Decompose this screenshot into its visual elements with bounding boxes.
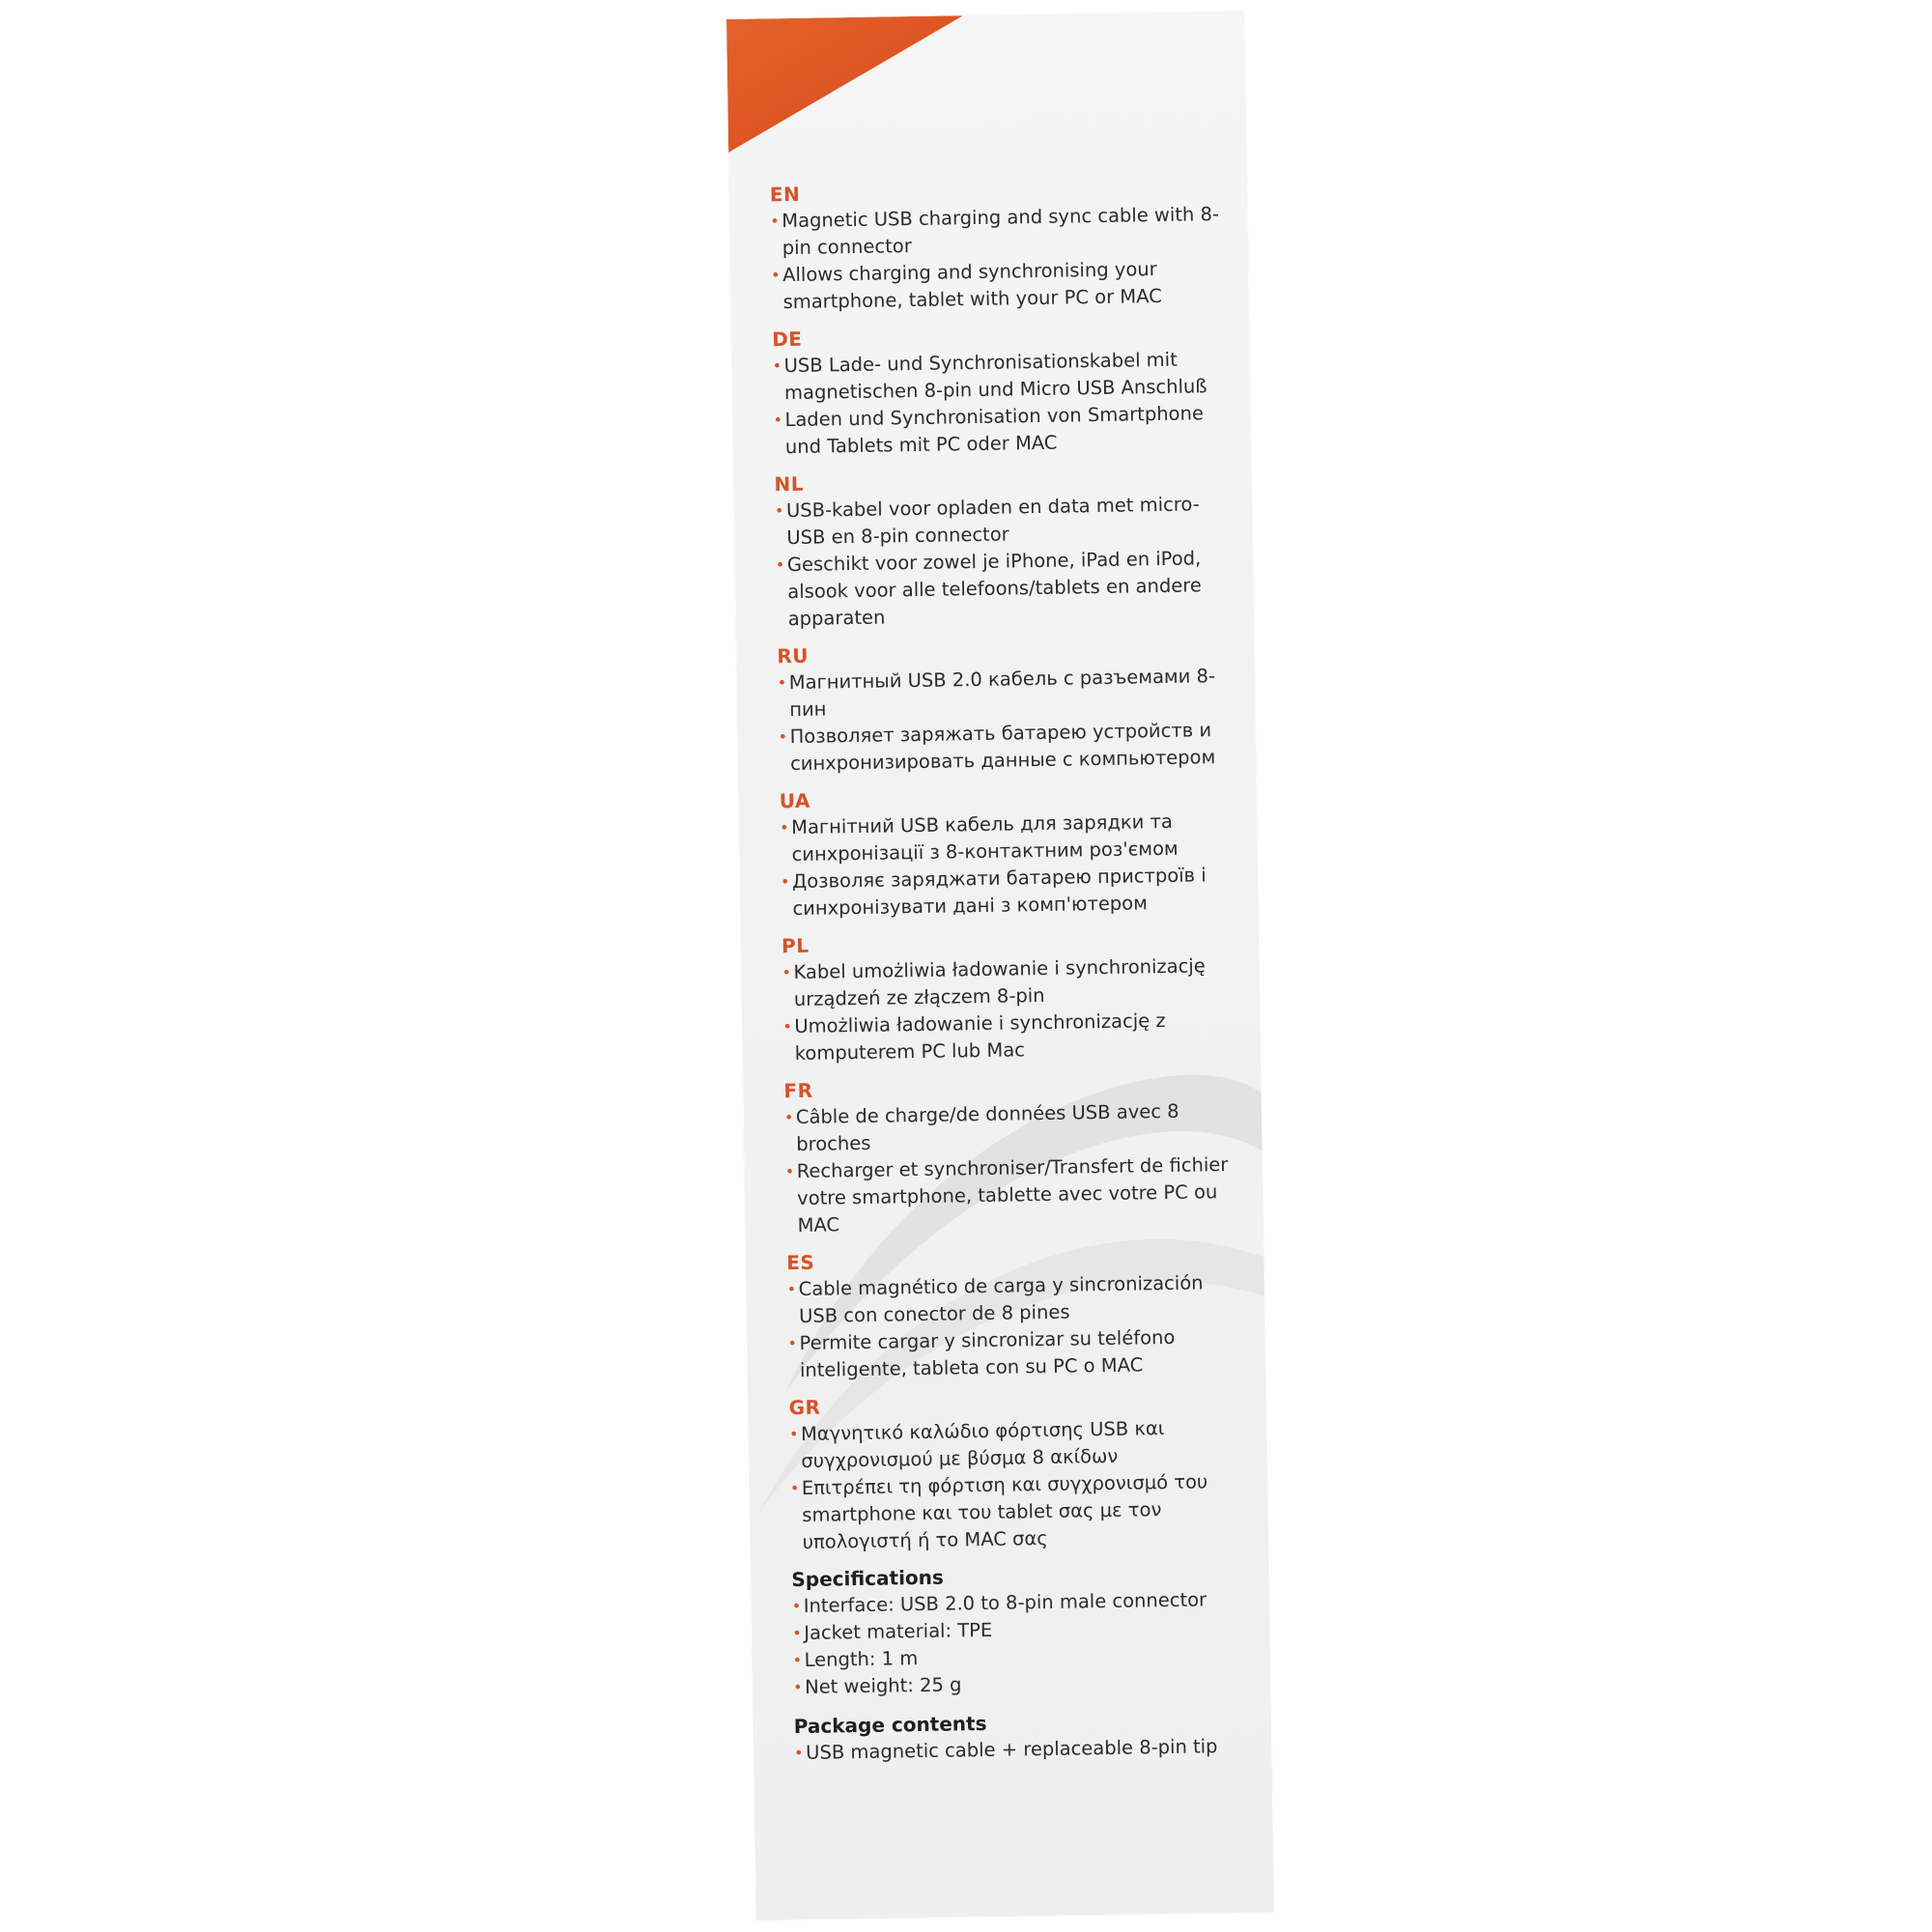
language-section-fr xyxy=(783,1070,1240,1239)
bullet-text: USB-kabel voor opladen en data met micro-USB en 8-pin connector xyxy=(785,493,1200,550)
bullet-item xyxy=(778,717,1233,778)
bullet-dot-icon: • xyxy=(773,411,783,430)
specifications-heading: Specifications xyxy=(791,1565,945,1592)
bullet-item xyxy=(773,400,1228,461)
bullet-item xyxy=(785,1151,1240,1239)
bullet-item xyxy=(786,1269,1241,1330)
bullet-dot-icon: • xyxy=(780,872,790,892)
package-contents-heading: Package contents xyxy=(793,1711,987,1739)
language-code: EN xyxy=(769,182,801,207)
bullet-item xyxy=(772,346,1227,407)
language-code: ES xyxy=(786,1250,815,1275)
language-section-gr xyxy=(788,1387,1245,1556)
language-section-ru xyxy=(777,636,1233,778)
language-sections xyxy=(770,174,1245,1556)
bullet-dot-icon: • xyxy=(777,673,787,693)
language-code: NL xyxy=(774,471,805,497)
bullet-item xyxy=(789,1414,1244,1475)
bullet-item xyxy=(782,1007,1237,1067)
bullet-dot-icon: • xyxy=(792,1677,803,1697)
bullet-item xyxy=(793,1667,1247,1701)
bullet-dot-icon: • xyxy=(782,1017,792,1037)
bullet-text: Interface: USB 2.0 to 8-pin male connector xyxy=(803,1588,1208,1617)
bullet-text: Magnetic USB charging and sync cable with 8-pin connector xyxy=(781,203,1220,260)
language-section-nl xyxy=(774,464,1231,633)
bullet-text: Recharger et synchroniser/Transfert de fichier votre smartphone, tablette avec votre PC ou MAC xyxy=(796,1152,1229,1236)
bullet-text: Allows charging and synchronising your smartphone, tablet with your PC or MAC xyxy=(781,258,1162,314)
bullet-text: Kabel umożliwia ładowanie i synchronizację urządzeń ze złączem 8-pin xyxy=(793,954,1206,1011)
language-bullets xyxy=(781,952,1237,1067)
bullet-text: Câble de charge/de données USB avec 8 broches xyxy=(795,1099,1179,1156)
bullet-text: Permite cargar y sincronizar su teléfono inteligente, tableta con su PC o MAC xyxy=(799,1325,1176,1381)
bullet-dot-icon: • xyxy=(786,1280,797,1299)
bullet-dot-icon: • xyxy=(791,1596,802,1616)
bullet-dot-icon: • xyxy=(792,1650,803,1670)
bullet-item xyxy=(776,545,1231,633)
language-bullets xyxy=(789,1414,1245,1556)
bullet-dot-icon: • xyxy=(792,1623,802,1643)
language-bullets xyxy=(772,346,1228,461)
bullet-text: Cable magnético de carga y sincronización USB con conector de 8 pines xyxy=(798,1271,1204,1327)
bullet-dot-icon: • xyxy=(783,1108,794,1127)
bullet-text: Net weight: 25 g xyxy=(804,1673,962,1698)
bullet-item xyxy=(770,201,1225,262)
bullet-text: Дозволяє заряджати батарею пристроїв і синхронізувати дані з комп'ютером xyxy=(791,864,1207,921)
bullet-dot-icon: • xyxy=(770,212,780,231)
bullet-text: Jacket material: TPE xyxy=(804,1618,993,1644)
language-code: PL xyxy=(781,933,810,958)
package-contents-list xyxy=(794,1733,1248,1767)
bullet-text: USB magnetic cable + replaceable 8-pin tip xyxy=(806,1735,1218,1764)
bullet-text: Length: 1 m xyxy=(804,1647,919,1671)
bullet-item xyxy=(787,1323,1242,1384)
package-contents-section xyxy=(794,1706,1249,1767)
bullet-item xyxy=(778,663,1233,724)
instruction-card xyxy=(726,12,1274,1920)
bullet-item xyxy=(781,862,1236,923)
language-bullets xyxy=(770,201,1226,316)
language-section-pl xyxy=(781,925,1237,1067)
language-section-es xyxy=(786,1242,1242,1384)
specifications-list xyxy=(792,1586,1248,1701)
bullet-text: Μαγνητικό καλώδιο φόρτισης USB και συγχρονισμού με βύσμα 8 ακίδων xyxy=(800,1417,1165,1472)
bullet-dot-icon: • xyxy=(784,1162,795,1181)
bullet-dot-icon: • xyxy=(775,555,785,575)
bullet-dot-icon: • xyxy=(788,1425,799,1444)
language-bullets xyxy=(778,663,1234,778)
bullet-dot-icon: • xyxy=(772,356,782,376)
bullet-dot-icon: • xyxy=(774,501,784,521)
language-bullets xyxy=(775,491,1231,633)
language-section-ua xyxy=(779,781,1235,923)
specifications-section xyxy=(791,1559,1247,1701)
bullet-item xyxy=(781,952,1236,1013)
language-code: UA xyxy=(779,788,811,813)
language-bullets xyxy=(780,808,1236,923)
language-section-de xyxy=(772,319,1228,461)
language-section-en xyxy=(770,174,1226,316)
language-bullets xyxy=(786,1269,1242,1384)
bullet-dot-icon: • xyxy=(789,1479,800,1498)
card-content xyxy=(770,174,1249,1778)
bullet-dot-icon: • xyxy=(780,818,789,838)
bullet-text: Позволяет заряжать батарею устройств и синхронизировать данные с компьютером xyxy=(789,719,1216,776)
bullet-item xyxy=(790,1468,1245,1556)
bullet-dot-icon: • xyxy=(771,266,781,285)
bullet-item xyxy=(771,255,1226,316)
orange-corner-band xyxy=(726,15,965,153)
bullet-dot-icon: • xyxy=(781,963,792,982)
language-code: GR xyxy=(788,1395,821,1420)
bullet-text: Магнітний USB кабель для зарядки та синхронізації з 8-контактним роз'ємом xyxy=(790,810,1179,867)
language-code: FR xyxy=(783,1078,813,1103)
bullet-text: Επιτρέπει τη φόρτιση και συγχρονισμό του smartphone και του tablet σας με τον υπολογιστή ή το MAC σας xyxy=(801,1470,1208,1553)
bullet-text: Geschikt voor zowel je iPhone, iPad en iPod, alsook voor alle telefoons/tablets en andere apparaten xyxy=(786,547,1203,631)
bullet-text: Магнитный USB 2.0 кабель с разъемами 8-пин xyxy=(788,665,1216,722)
bullet-text: USB Lade- und Synchronisationskabel mit magnetischen 8-pin und Micro USB Anschluß xyxy=(783,348,1208,405)
language-bullets xyxy=(784,1097,1240,1239)
bullet-item xyxy=(784,1097,1239,1158)
language-code: RU xyxy=(777,643,810,668)
bullet-item xyxy=(794,1733,1248,1767)
language-code: DE xyxy=(772,327,803,352)
bullet-dot-icon: • xyxy=(794,1743,804,1763)
bullet-item xyxy=(780,808,1235,868)
bullet-text: Umożliwia ładowanie i synchronizację z komputerem PC lub Mac xyxy=(794,1009,1166,1065)
bullet-item xyxy=(775,491,1230,552)
bullet-dot-icon: • xyxy=(787,1334,798,1353)
bullet-dot-icon: • xyxy=(778,727,788,747)
bullet-text: Laden und Synchronisation von Smartphone und Tablets mit PC oder MAC xyxy=(784,402,1205,459)
